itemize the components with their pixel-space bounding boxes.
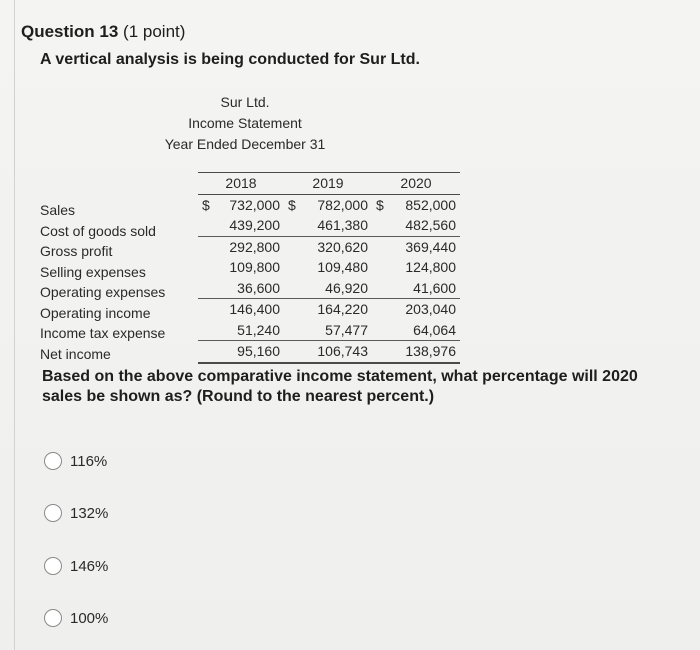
answer-label: 146% (70, 557, 109, 575)
currency-symbol: $ (202, 196, 210, 213)
year-header: 2020 (372, 173, 460, 195)
answer-option-3[interactable] (44, 554, 108, 578)
question-ask: Based on the above comparative income statement, what percentage will 2020 sales be shown as? (Round to the nearest percent.) (42, 368, 638, 405)
row-label: Net income (40, 345, 111, 362)
table-cell: 36,600 (198, 278, 284, 299)
row-label: Sales (40, 202, 76, 218)
statement-header (140, 92, 350, 155)
answer-label: 100% (70, 609, 109, 627)
row-label: Operating income (40, 304, 151, 321)
table-cell: 203,040 (405, 301, 456, 317)
row-label: Cost of goods sold (40, 222, 156, 239)
question-heading (21, 22, 185, 42)
answer-option-4[interactable] (44, 606, 108, 630)
line-item-labels (40, 200, 165, 364)
answer-option-1[interactable] (44, 449, 107, 473)
question-prompt: A vertical analysis is being conducted for Sur Ltd. (40, 51, 420, 68)
table-row (198, 299, 460, 320)
row-label: Operating expenses (40, 284, 166, 300)
table-cell: 292,800 (229, 238, 280, 255)
question-points: (1 point) (123, 22, 186, 41)
table-cell: 64,064 (372, 320, 460, 341)
currency-symbol: $ (288, 196, 296, 213)
table-cell: 124,800 (405, 259, 456, 275)
statement-title: Income Statement (188, 115, 302, 131)
table-cell: 138,976 (372, 341, 460, 363)
table-row (198, 341, 460, 363)
answer-label: 116% (70, 452, 108, 470)
table-cell: 46,920 (284, 278, 372, 299)
table-cell: 164,220 (317, 301, 368, 317)
radio-button[interactable] (44, 557, 62, 575)
answer-label: 132% (70, 504, 109, 522)
table-cell: 109,800 (229, 259, 280, 275)
table-cell: 482,560 (372, 215, 460, 236)
company-name: Sur Ltd. (220, 94, 270, 110)
statement-period: Year Ended December 31 (164, 136, 326, 152)
answer-option-2[interactable] (44, 501, 108, 525)
currency-symbol: $ (376, 196, 384, 213)
radio-button[interactable] (44, 452, 62, 470)
table-cell: 106,743 (284, 341, 372, 363)
income-statement-table (198, 172, 460, 364)
year-header-row (198, 173, 460, 195)
page-divider (14, 0, 15, 650)
question-number: Question 13 (21, 22, 119, 41)
table-cell: 461,380 (284, 215, 372, 236)
radio-button[interactable] (44, 609, 62, 627)
table-cell: 320,620 (317, 238, 368, 255)
row-label: Selling expenses (40, 263, 146, 280)
table-row (198, 215, 460, 236)
table-row (198, 236, 460, 257)
table-cell: 95,160 (198, 341, 284, 363)
table-cell: $ 782,000 (284, 194, 372, 215)
row-label: Income tax expense (40, 325, 166, 341)
year-header: 2018 (198, 173, 284, 195)
row-label: Gross profit (40, 243, 113, 259)
table-cell: 439,200 (198, 215, 284, 236)
table-cell: 51,240 (198, 320, 284, 341)
table-cell: $ 852,000 (372, 194, 460, 215)
year-header: 2019 (284, 173, 372, 195)
table-cell: 41,600 (372, 278, 460, 299)
table-cell: 146,400 (229, 301, 280, 317)
table-cell: 109,480 (317, 259, 368, 275)
table-row (198, 320, 460, 341)
table-cell: 369,440 (405, 238, 456, 255)
table-cell: $ 732,000 (198, 194, 284, 215)
table-cell: 57,477 (284, 320, 372, 341)
table-row (198, 257, 460, 278)
radio-button[interactable] (44, 504, 62, 522)
table-row (198, 278, 460, 299)
table-row (198, 194, 460, 215)
